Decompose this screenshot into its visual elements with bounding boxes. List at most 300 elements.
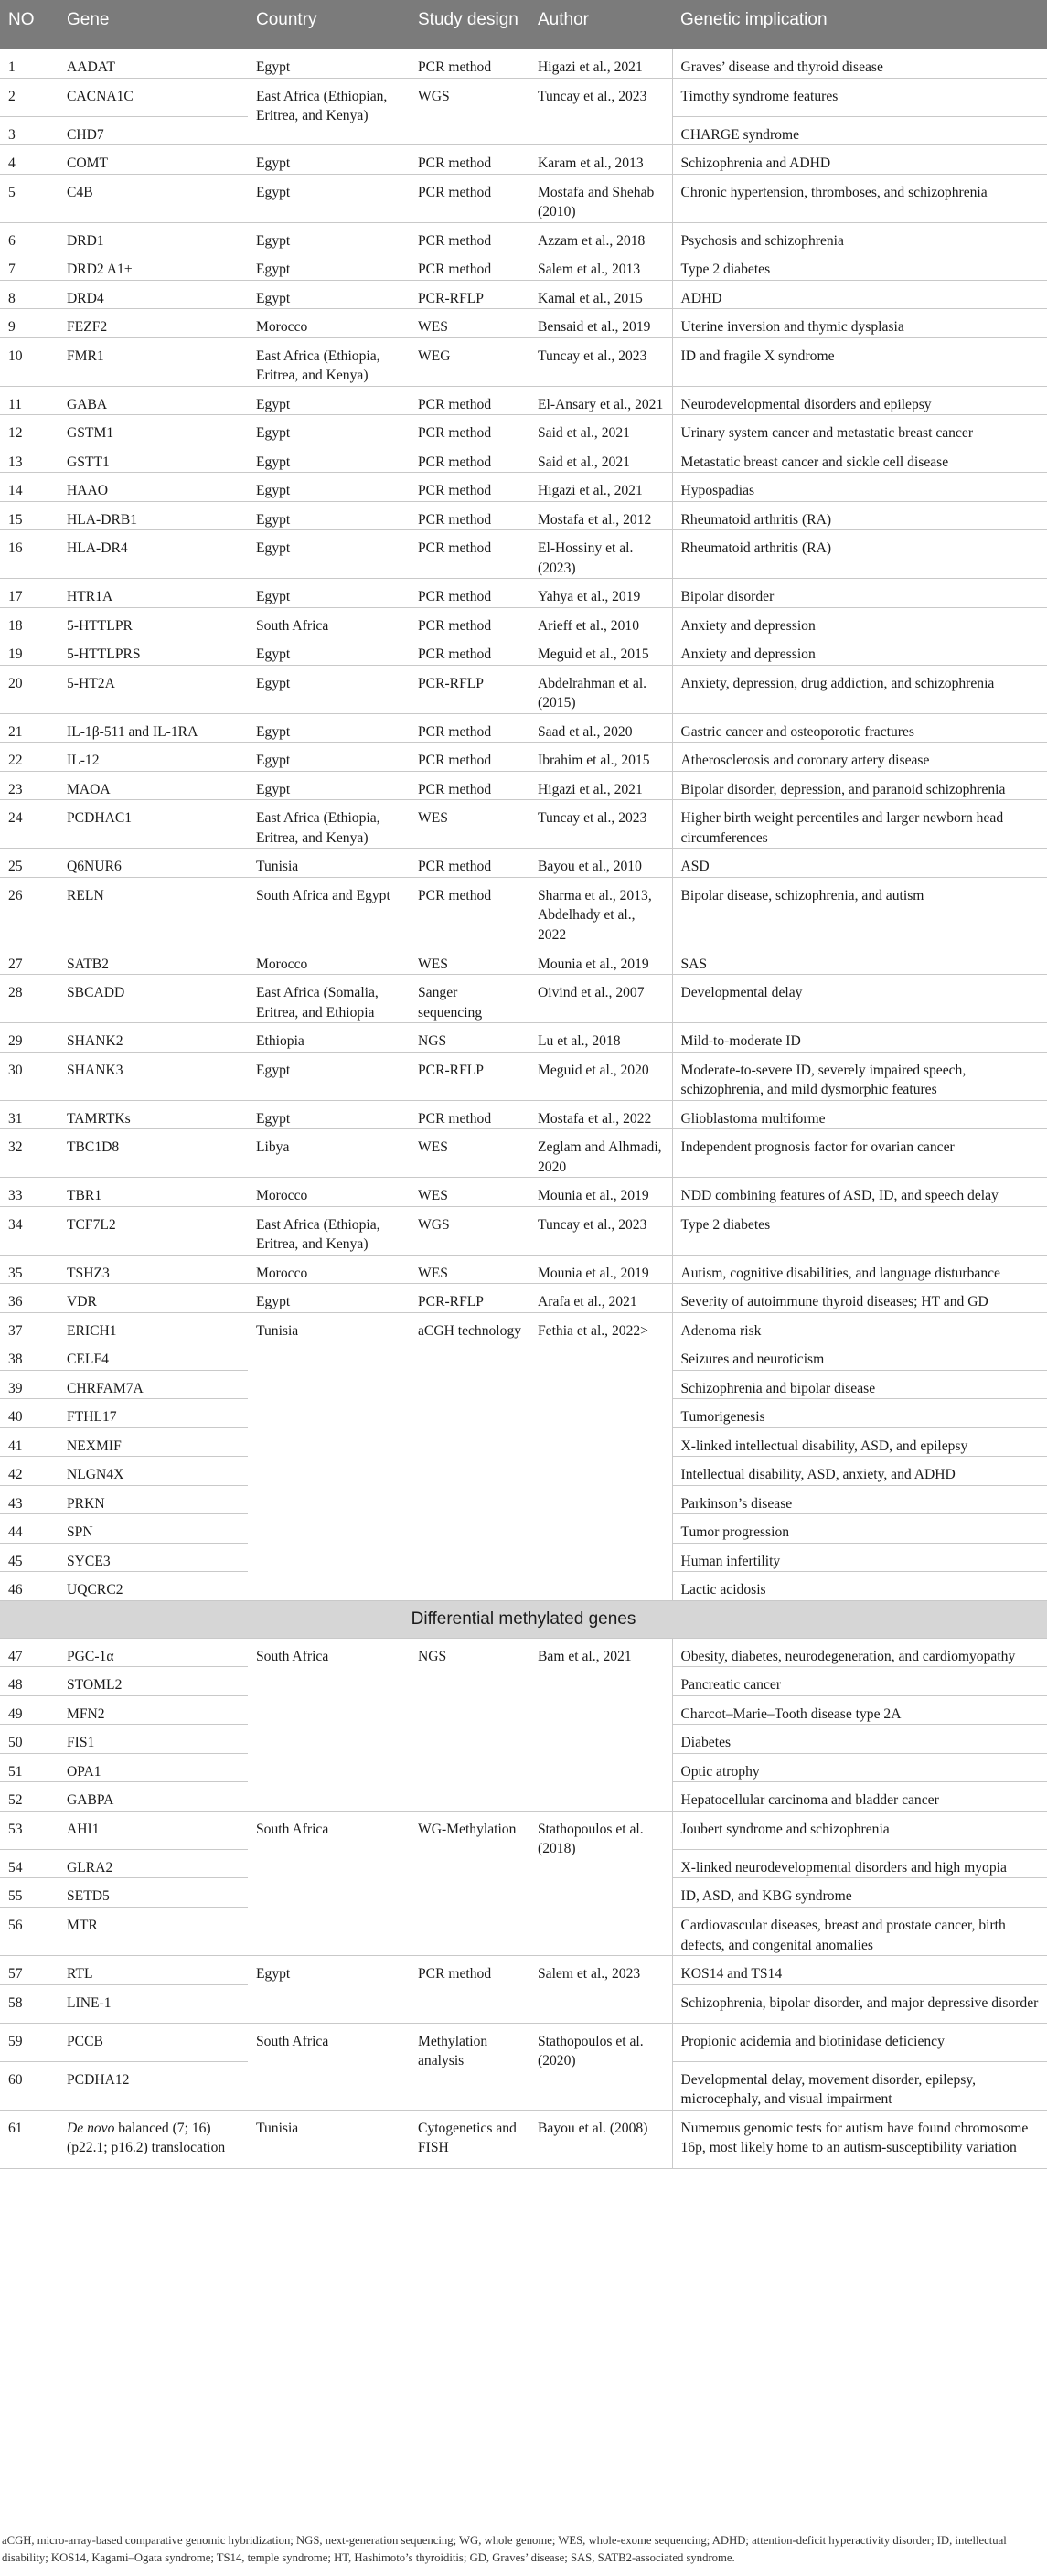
gene-cell: PCDHAC1 bbox=[59, 800, 248, 849]
author-cell: Bam et al., 2021 bbox=[529, 1638, 672, 1811]
gene-cell: PCDHA12 bbox=[59, 2061, 248, 2110]
row-number: 43 bbox=[0, 1485, 59, 1514]
gene-cell bbox=[59, 2110, 248, 2168]
author-cell: Mostafa and Shehab (2010) bbox=[529, 174, 672, 222]
country-cell: Egypt bbox=[248, 530, 410, 579]
genetic-implication-cell: Anxiety and depression bbox=[672, 636, 1047, 666]
table-row bbox=[0, 337, 1047, 386]
table-row bbox=[0, 251, 1047, 281]
genetic-implication-cell: Parkinson’s disease bbox=[672, 1485, 1047, 1514]
study-design-cell: PCR method bbox=[410, 849, 529, 878]
country-cell: East Africa (Ethiopia, Eritrea, and Kenya) bbox=[248, 800, 410, 849]
gene-cell: FEZF2 bbox=[59, 309, 248, 338]
gene-cell: TBC1D8 bbox=[59, 1129, 248, 1178]
genetic-implication-cell: Mild-to-moderate ID bbox=[672, 1023, 1047, 1053]
author-cell: Mounia et al., 2019 bbox=[529, 946, 672, 975]
study-design-cell: PCR method bbox=[410, 771, 529, 800]
genetic-implication-cell: Pancreatic cancer bbox=[672, 1667, 1047, 1696]
study-design-cell: aCGH technology bbox=[410, 1312, 529, 1600]
row-number: 23 bbox=[0, 771, 59, 800]
gene-cell: MFN2 bbox=[59, 1695, 248, 1725]
gene-cell: IL-1β-511 and IL-1RA bbox=[59, 713, 248, 743]
gene-cell: GABPA bbox=[59, 1782, 248, 1812]
gene-cell: SPN bbox=[59, 1514, 248, 1544]
genetic-implication-cell: Schizophrenia and bipolar disease bbox=[672, 1370, 1047, 1399]
country-cell: Egypt bbox=[248, 743, 410, 772]
row-number: 11 bbox=[0, 386, 59, 415]
author-cell: Tuncay et al., 2023 bbox=[529, 1206, 672, 1255]
genetic-implication-cell: Psychosis and schizophrenia bbox=[672, 222, 1047, 251]
author-cell: Abdelrahman et al. (2015) bbox=[529, 665, 672, 713]
header-genetic-implication: Genetic implication bbox=[672, 0, 1047, 49]
genetic-implication-cell: Schizophrenia, bipolar disorder, and major depressive disorder bbox=[672, 1984, 1047, 2023]
genetic-implication-cell: Independent prognosis factor for ovarian cancer bbox=[672, 1129, 1047, 1178]
genetic-implication-cell: Bipolar disorder, depression, and paranoid schizophrenia bbox=[672, 771, 1047, 800]
author-cell: Bayou et al., 2010 bbox=[529, 849, 672, 878]
row-number: 25 bbox=[0, 849, 59, 878]
row-number: 16 bbox=[0, 530, 59, 579]
country-cell: Egypt bbox=[248, 280, 410, 309]
table-row bbox=[0, 579, 1047, 608]
author-cell: Tuncay et al., 2023 bbox=[529, 337, 672, 386]
genetic-implication-cell: CHARGE syndrome bbox=[672, 116, 1047, 145]
gene-cell: AADAT bbox=[59, 49, 248, 78]
author-cell: Stathopoulos et al. (2020) bbox=[529, 2023, 672, 2110]
country-cell: Egypt bbox=[248, 665, 410, 713]
genetic-implication-cell: ID, ASD, and KBG syndrome bbox=[672, 1878, 1047, 1908]
study-design-cell: WES bbox=[410, 800, 529, 849]
gene-cell: 5-HT2A bbox=[59, 665, 248, 713]
row-number: 61 bbox=[0, 2110, 59, 2168]
genetic-implication-cell: Obesity, diabetes, neurodegeneration, and cardiomyopathy bbox=[672, 1638, 1047, 1667]
gene-cell: SHANK2 bbox=[59, 1023, 248, 1053]
country-cell: Morocco bbox=[248, 1178, 410, 1207]
table-footnote: aCGH, micro-array-based comparative genomic hybridization; NGS, next-generation sequencing; WG, whole genome; WES, whole-exome sequencing; ADHD; attention-deficit hyperactivity disorder; ID, intellectual disability; KOS14, Kagami–Ogata syndrome; TS14, temple syndrome; HT, Hashimoto’s thyroiditis; GD, Graves’ disease; SAS, SATB2-associated syndrome. bbox=[2, 2534, 1007, 2564]
study-design-cell: PCR method bbox=[410, 1956, 529, 2024]
country-cell: Egypt bbox=[248, 579, 410, 608]
table-body bbox=[0, 49, 1047, 2168]
genetic-implication-cell: Atherosclerosis and coronary artery disease bbox=[672, 743, 1047, 772]
gene-name: balanced (7; 16) (p22.1; p16.2) translocation bbox=[67, 2120, 226, 2156]
table-row bbox=[0, 1811, 1047, 1849]
author-cell: Yahya et al., 2019 bbox=[529, 579, 672, 608]
study-design-cell: PCR method bbox=[410, 473, 529, 502]
table-row bbox=[0, 975, 1047, 1023]
country-cell: Egypt bbox=[248, 713, 410, 743]
table-row bbox=[0, 444, 1047, 473]
gene-cell: SATB2 bbox=[59, 946, 248, 975]
study-design-cell: WG-Methylation bbox=[410, 1811, 529, 1955]
country-cell: East Africa (Somalia, Eritrea, and Ethiopia bbox=[248, 975, 410, 1023]
study-design-cell: Methylation analysis bbox=[410, 2023, 529, 2110]
genetic-implication-cell: Urinary system cancer and metastatic breast cancer bbox=[672, 415, 1047, 444]
study-design-cell: PCR method bbox=[410, 386, 529, 415]
row-number: 59 bbox=[0, 2023, 59, 2061]
study-design-cell: PCR method bbox=[410, 607, 529, 636]
study-design-cell: PCR method bbox=[410, 222, 529, 251]
gene-cell: HLA-DR4 bbox=[59, 530, 248, 579]
table-row bbox=[0, 1956, 1047, 1985]
genetic-implication-cell: Higher birth weight percentiles and larger newborn head circumferences bbox=[672, 800, 1047, 849]
genetic-implication-cell: Glioblastoma multiforme bbox=[672, 1100, 1047, 1129]
gene-cell: ERICH1 bbox=[59, 1312, 248, 1341]
study-design-cell: PCR method bbox=[410, 251, 529, 281]
section-title: Differential methylated genes bbox=[0, 1600, 1047, 1638]
genetic-implication-cell: Tumor progression bbox=[672, 1514, 1047, 1544]
row-number: 34 bbox=[0, 1206, 59, 1255]
author-cell: Azzam et al., 2018 bbox=[529, 222, 672, 251]
genetic-implication-cell: Propionic acidemia and biotinidase deficiency bbox=[672, 2023, 1047, 2061]
genetic-implication-cell: Hepatocellular carcinoma and bladder cancer bbox=[672, 1782, 1047, 1812]
table-row bbox=[0, 1023, 1047, 1053]
table-row bbox=[0, 1052, 1047, 1100]
author-cell: Higazi et al., 2021 bbox=[529, 473, 672, 502]
row-number: 39 bbox=[0, 1370, 59, 1399]
table-row bbox=[0, 473, 1047, 502]
author-cell: Salem et al., 2013 bbox=[529, 251, 672, 281]
study-design-cell: WES bbox=[410, 1129, 529, 1178]
country-cell: Tunisia bbox=[248, 1312, 410, 1600]
author-cell: Said et al., 2021 bbox=[529, 415, 672, 444]
table-row bbox=[0, 771, 1047, 800]
gene-cell: DRD4 bbox=[59, 280, 248, 309]
row-number: 14 bbox=[0, 473, 59, 502]
genetic-implication-cell: Metastatic breast cancer and sickle cell disease bbox=[672, 444, 1047, 473]
table-row bbox=[0, 530, 1047, 579]
country-cell: Tunisia bbox=[248, 849, 410, 878]
gene-cell: AHI1 bbox=[59, 1811, 248, 1849]
genetic-implication-cell: Joubert syndrome and schizophrenia bbox=[672, 1811, 1047, 1849]
study-design-cell: PCR method bbox=[410, 174, 529, 222]
row-number: 17 bbox=[0, 579, 59, 608]
author-cell: Zeglam and Alhmadi, 2020 bbox=[529, 1129, 672, 1178]
gene-cell: TAMRTKs bbox=[59, 1100, 248, 1129]
study-design-cell: PCR method bbox=[410, 1100, 529, 1129]
author-cell: Bayou et al. (2008) bbox=[529, 2110, 672, 2168]
gene-cell: NLGN4X bbox=[59, 1457, 248, 1486]
genetic-implication-cell: Severity of autoimmune thyroid diseases; HT and GD bbox=[672, 1284, 1047, 1313]
study-design-cell: WEG bbox=[410, 337, 529, 386]
author-cell: Mostafa et al., 2022 bbox=[529, 1100, 672, 1129]
author-cell: Higazi et al., 2021 bbox=[529, 49, 672, 78]
row-number: 57 bbox=[0, 1956, 59, 1985]
country-cell: Egypt bbox=[248, 251, 410, 281]
author-cell: El-Hossiny et al. (2023) bbox=[529, 530, 672, 579]
country-cell: Egypt bbox=[248, 222, 410, 251]
study-design-cell: WES bbox=[410, 946, 529, 975]
row-number: 26 bbox=[0, 877, 59, 946]
table-row bbox=[0, 713, 1047, 743]
author-cell: Higazi et al., 2021 bbox=[529, 771, 672, 800]
gene-cell: IL-12 bbox=[59, 743, 248, 772]
gene-cell: RTL bbox=[59, 1956, 248, 1985]
country-cell: Egypt bbox=[248, 473, 410, 502]
genetic-implication-cell: Tumorigenesis bbox=[672, 1399, 1047, 1428]
author-cell: Oivind et al., 2007 bbox=[529, 975, 672, 1023]
row-number: 4 bbox=[0, 145, 59, 175]
row-number: 60 bbox=[0, 2061, 59, 2110]
country-cell: South Africa bbox=[248, 2023, 410, 2110]
row-number: 33 bbox=[0, 1178, 59, 1207]
row-number: 44 bbox=[0, 1514, 59, 1544]
country-cell: Egypt bbox=[248, 386, 410, 415]
country-cell: South Africa bbox=[248, 1638, 410, 1811]
row-number: 58 bbox=[0, 1984, 59, 2023]
row-number: 51 bbox=[0, 1753, 59, 1782]
table-row bbox=[0, 386, 1047, 415]
genetic-implication-cell: Chronic hypertension, thromboses, and schizophrenia bbox=[672, 174, 1047, 222]
study-design-cell: Cytogenetics and FISH bbox=[410, 2110, 529, 2168]
row-number: 55 bbox=[0, 1878, 59, 1908]
genetic-implication-cell: Rheumatoid arthritis (RA) bbox=[672, 530, 1047, 579]
study-design-cell: PCR method bbox=[410, 530, 529, 579]
row-number: 15 bbox=[0, 501, 59, 530]
genetic-implication-cell: Numerous genomic tests for autism have found chromosome 16p, most likely home to an autism-susceptibility variation bbox=[672, 2110, 1047, 2168]
gene-cell: MTR bbox=[59, 1908, 248, 1956]
row-number: 31 bbox=[0, 1100, 59, 1129]
row-number: 45 bbox=[0, 1543, 59, 1572]
gene-cell: TBR1 bbox=[59, 1178, 248, 1207]
table-row bbox=[0, 1129, 1047, 1178]
row-number: 22 bbox=[0, 743, 59, 772]
gene-cell: GSTM1 bbox=[59, 415, 248, 444]
country-cell: Egypt bbox=[248, 501, 410, 530]
study-design-cell: PCR method bbox=[410, 877, 529, 946]
genetic-implication-cell: ID and fragile X syndrome bbox=[672, 337, 1047, 386]
row-number: 7 bbox=[0, 251, 59, 281]
country-cell: Egypt bbox=[248, 145, 410, 175]
table-row bbox=[0, 222, 1047, 251]
study-design-cell: PCR-RFLP bbox=[410, 1284, 529, 1313]
genetic-implication-cell: Schizophrenia and ADHD bbox=[672, 145, 1047, 175]
study-design-cell: WES bbox=[410, 1255, 529, 1284]
genetic-implication-cell: Bipolar disease, schizophrenia, and autism bbox=[672, 877, 1047, 946]
table-header bbox=[0, 0, 1047, 49]
table-row bbox=[0, 1255, 1047, 1284]
row-number: 12 bbox=[0, 415, 59, 444]
gene-cell: OPA1 bbox=[59, 1753, 248, 1782]
genetic-implication-cell: Moderate-to-severe ID, severely impaired speech, schizophrenia, and mild dysmorphic features bbox=[672, 1052, 1047, 1100]
gene-cell: CELF4 bbox=[59, 1341, 248, 1371]
genetic-implication-cell: Lactic acidosis bbox=[672, 1572, 1047, 1601]
table-row bbox=[0, 2110, 1047, 2168]
gene-cell: SYCE3 bbox=[59, 1543, 248, 1572]
country-cell: East Africa (Ethiopia, Eritrea, and Kenya) bbox=[248, 337, 410, 386]
row-number: 36 bbox=[0, 1284, 59, 1313]
study-design-cell: PCR method bbox=[410, 713, 529, 743]
author-cell: Said et al., 2021 bbox=[529, 444, 672, 473]
country-cell: Tunisia bbox=[248, 2110, 410, 2168]
genetic-implication-cell: X-linked neurodevelopmental disorders and high myopia bbox=[672, 1849, 1047, 1878]
table-row bbox=[0, 877, 1047, 946]
row-number: 28 bbox=[0, 975, 59, 1023]
table-row bbox=[0, 145, 1047, 175]
table-row bbox=[0, 849, 1047, 878]
gene-cell: DRD2 A1+ bbox=[59, 251, 248, 281]
gene-cell: UQCRC2 bbox=[59, 1572, 248, 1601]
genetic-implication-cell: SAS bbox=[672, 946, 1047, 975]
row-number: 52 bbox=[0, 1782, 59, 1812]
gene-cell: FTHL17 bbox=[59, 1399, 248, 1428]
study-design-cell: PCR method bbox=[410, 444, 529, 473]
author-cell: Tuncay et al., 2023 bbox=[529, 800, 672, 849]
study-design-cell: WES bbox=[410, 309, 529, 338]
genetic-implication-cell: Gastric cancer and osteoporotic fractures bbox=[672, 713, 1047, 743]
author-cell: Fethia et al., 2022> bbox=[529, 1312, 672, 1600]
country-cell: Egypt bbox=[248, 636, 410, 666]
author-cell: Meguid et al., 2020 bbox=[529, 1052, 672, 1100]
study-design-cell: WGS bbox=[410, 78, 529, 145]
row-number: 37 bbox=[0, 1312, 59, 1341]
genetic-implication-cell: NDD combining features of ASD, ID, and speech delay bbox=[672, 1178, 1047, 1207]
row-number: 20 bbox=[0, 665, 59, 713]
study-design-cell: PCR method bbox=[410, 145, 529, 175]
gene-cell: PRKN bbox=[59, 1485, 248, 1514]
row-number: 42 bbox=[0, 1457, 59, 1486]
header-gene: Gene bbox=[59, 0, 248, 49]
gene-cell: HLA-DRB1 bbox=[59, 501, 248, 530]
study-design-cell: PCR method bbox=[410, 501, 529, 530]
study-design-cell: PCR method bbox=[410, 636, 529, 666]
genetic-implication-cell: Neurodevelopmental disorders and epilepsy bbox=[672, 386, 1047, 415]
genetic-implication-cell: Bipolar disorder bbox=[672, 579, 1047, 608]
gene-cell: MAOA bbox=[59, 771, 248, 800]
study-design-cell: PCR method bbox=[410, 743, 529, 772]
table-row bbox=[0, 1284, 1047, 1313]
genetic-implication-cell: KOS14 and TS14 bbox=[672, 1956, 1047, 1985]
row-number: 35 bbox=[0, 1255, 59, 1284]
gene-cell: SETD5 bbox=[59, 1878, 248, 1908]
author-cell: Tuncay et al., 2023 bbox=[529, 78, 672, 145]
country-cell: Morocco bbox=[248, 309, 410, 338]
gene-cell: PGC-1α bbox=[59, 1638, 248, 1667]
study-design-cell: PCR method bbox=[410, 415, 529, 444]
row-number: 19 bbox=[0, 636, 59, 666]
row-number: 21 bbox=[0, 713, 59, 743]
row-number: 2 bbox=[0, 78, 59, 116]
gene-cell: GSTT1 bbox=[59, 444, 248, 473]
author-cell: Sharma et al., 2013, Abdelhady et al., 2022 bbox=[529, 877, 672, 946]
author-cell: Arafa et al., 2021 bbox=[529, 1284, 672, 1313]
study-design-cell: NGS bbox=[410, 1638, 529, 1811]
genetic-implication-cell: X-linked intellectual disability, ASD, and epilepsy bbox=[672, 1427, 1047, 1457]
gene-cell: STOML2 bbox=[59, 1667, 248, 1696]
country-cell: Egypt bbox=[248, 1956, 410, 2024]
table-row bbox=[0, 607, 1047, 636]
table-row bbox=[0, 49, 1047, 78]
country-cell: South Africa bbox=[248, 607, 410, 636]
genetic-implication-cell: Anxiety and depression bbox=[672, 607, 1047, 636]
gene-italic-prefix: De novo bbox=[67, 2120, 115, 2136]
author-cell: Karam et al., 2013 bbox=[529, 145, 672, 175]
genetic-implication-cell: Rheumatoid arthritis (RA) bbox=[672, 501, 1047, 530]
table-row bbox=[0, 1178, 1047, 1207]
gene-cell: TCF7L2 bbox=[59, 1206, 248, 1255]
author-cell: Ibrahim et al., 2015 bbox=[529, 743, 672, 772]
row-number: 9 bbox=[0, 309, 59, 338]
genetic-implication-cell: Diabetes bbox=[672, 1725, 1047, 1754]
study-design-cell: PCR-RFLP bbox=[410, 665, 529, 713]
table-row bbox=[0, 946, 1047, 975]
row-number: 48 bbox=[0, 1667, 59, 1696]
country-cell: Morocco bbox=[248, 946, 410, 975]
author-cell: Kamal et al., 2015 bbox=[529, 280, 672, 309]
gene-cell: PCCB bbox=[59, 2023, 248, 2061]
row-number: 53 bbox=[0, 1811, 59, 1849]
row-number: 32 bbox=[0, 1129, 59, 1178]
author-cell: Stathopoulos et al. (2018) bbox=[529, 1811, 672, 1955]
genetic-implication-cell: Intellectual disability, ASD, anxiety, and ADHD bbox=[672, 1457, 1047, 1486]
study-design-cell: PCR method bbox=[410, 579, 529, 608]
study-design-cell: PCR method bbox=[410, 49, 529, 78]
author-cell: El-Ansary et al., 2021 bbox=[529, 386, 672, 415]
row-number: 10 bbox=[0, 337, 59, 386]
row-number: 46 bbox=[0, 1572, 59, 1601]
genetic-implication-cell: ASD bbox=[672, 849, 1047, 878]
row-number: 29 bbox=[0, 1023, 59, 1053]
gene-cell: FMR1 bbox=[59, 337, 248, 386]
row-number: 24 bbox=[0, 800, 59, 849]
genetic-implication-cell: Anxiety, depression, drug addiction, and schizophrenia bbox=[672, 665, 1047, 713]
header-author: Author bbox=[529, 0, 672, 49]
genetic-implication-cell: Timothy syndrome features bbox=[672, 78, 1047, 116]
country-cell: Egypt bbox=[248, 1284, 410, 1313]
genetic-implication-cell: Charcot–Marie–Tooth disease type 2A bbox=[672, 1695, 1047, 1725]
table-row bbox=[0, 174, 1047, 222]
gene-cell: FIS1 bbox=[59, 1725, 248, 1754]
gene-cell: VDR bbox=[59, 1284, 248, 1313]
country-cell: Morocco bbox=[248, 1255, 410, 1284]
gene-cell: RELN bbox=[59, 877, 248, 946]
gene-cell: DRD1 bbox=[59, 222, 248, 251]
table-row bbox=[0, 415, 1047, 444]
row-number: 47 bbox=[0, 1638, 59, 1667]
header-no: NO bbox=[0, 0, 59, 49]
gene-cell: 5-HTTLPRS bbox=[59, 636, 248, 666]
row-number: 3 bbox=[0, 116, 59, 145]
row-number: 50 bbox=[0, 1725, 59, 1754]
genetic-implication-cell: Type 2 diabetes bbox=[672, 251, 1047, 281]
row-number: 27 bbox=[0, 946, 59, 975]
table-row bbox=[0, 309, 1047, 338]
gene-cell: Q6NUR6 bbox=[59, 849, 248, 878]
table-row bbox=[0, 1206, 1047, 1255]
row-number: 54 bbox=[0, 1849, 59, 1878]
country-cell: Egypt bbox=[248, 771, 410, 800]
genetic-implication-cell: Autism, cognitive disabilities, and language disturbance bbox=[672, 1255, 1047, 1284]
table-row bbox=[0, 1100, 1047, 1129]
genetic-implication-cell: Cardiovascular diseases, breast and prostate cancer, birth defects, and congenital anomalies bbox=[672, 1908, 1047, 1956]
country-cell: Ethiopia bbox=[248, 1023, 410, 1053]
genetic-implication-cell: Type 2 diabetes bbox=[672, 1206, 1047, 1255]
study-design-cell: Sanger sequencing bbox=[410, 975, 529, 1023]
author-cell: Lu et al., 2018 bbox=[529, 1023, 672, 1053]
author-cell: Mounia et al., 2019 bbox=[529, 1255, 672, 1284]
table-row bbox=[0, 1638, 1047, 1667]
gene-cell: CACNA1C bbox=[59, 78, 248, 116]
country-cell: Libya bbox=[248, 1129, 410, 1178]
genetic-implication-cell: Graves’ disease and thyroid disease bbox=[672, 49, 1047, 78]
table-row bbox=[0, 800, 1047, 849]
genetic-implication-cell: Seizures and neuroticism bbox=[672, 1341, 1047, 1371]
table-row bbox=[0, 665, 1047, 713]
gene-cell: LINE-1 bbox=[59, 1984, 248, 2023]
gene-cell: SBCADD bbox=[59, 975, 248, 1023]
row-number: 56 bbox=[0, 1908, 59, 1956]
country-cell: Egypt bbox=[248, 415, 410, 444]
gene-cell: HAAO bbox=[59, 473, 248, 502]
author-cell: Mostafa et al., 2012 bbox=[529, 501, 672, 530]
